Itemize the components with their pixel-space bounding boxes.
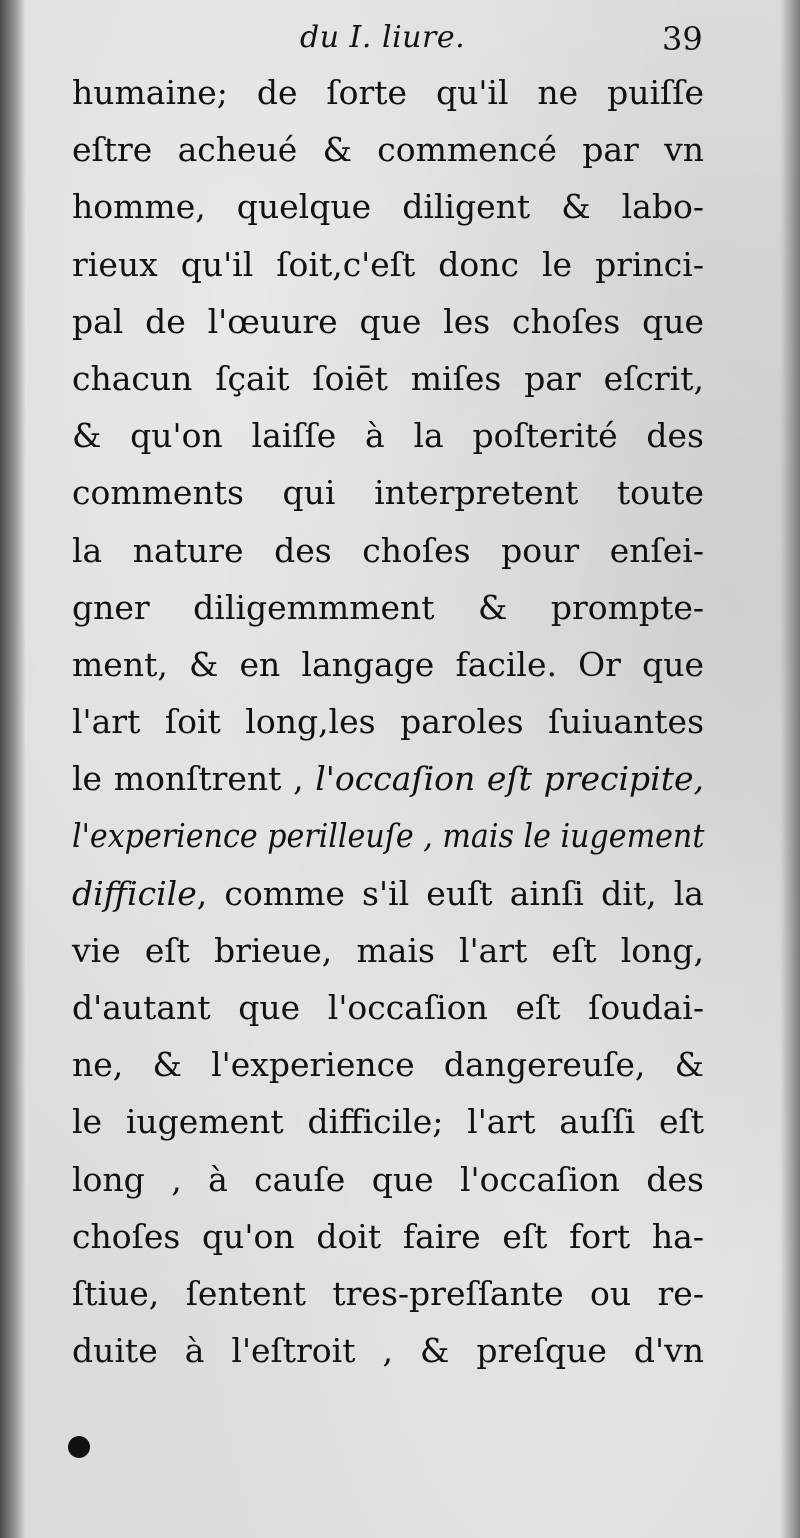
text-line: gner diligemmment & prompte- bbox=[72, 587, 704, 627]
page-gutter-shadow bbox=[0, 0, 26, 1538]
text-line: l'art ſoit long,les paroles ſuiuantes bbox=[72, 702, 704, 742]
page-number: 39 bbox=[662, 20, 703, 58]
text-line: la nature des choſes pour enſei- bbox=[72, 530, 704, 570]
text-line: homme, quelque diligent & labo- bbox=[72, 187, 704, 227]
text-line: duite à l'eſtroit , & preſque d'vn bbox=[72, 1331, 704, 1371]
running-head: du I. liure. bbox=[300, 20, 466, 55]
text-line: ne, & l'experience dangereuſe, & bbox=[72, 1045, 704, 1085]
text-italic-quote: l'occaſion eſt precipite, bbox=[315, 759, 704, 799]
text-line: rieux qu'il ſoit,c'eſt donc le princi- bbox=[72, 244, 704, 284]
body-text bbox=[72, 64, 704, 1379]
text-line: ſtiue, ſentent tres-preſſante ou re- bbox=[72, 1273, 704, 1313]
text-line: ment, & en langage facile. Or que bbox=[72, 644, 704, 684]
text-line: long , à cauſe que l'occaſion des bbox=[72, 1159, 704, 1199]
ink-dot-mark bbox=[68, 1436, 90, 1458]
text-line-mixed bbox=[72, 750, 704, 807]
text-line: humaine; de ſorte qu'il ne puiſſe bbox=[72, 73, 704, 112]
text-line: eſtre acheué & commencé par vn bbox=[72, 130, 704, 170]
text-line: le iugement difficile; l'art auſſi eſt bbox=[72, 1102, 704, 1142]
text-line: d'autant que l'occaſion eſt ſoudai- bbox=[72, 988, 704, 1027]
text-line-italic: l'experience perilleuſe , mais le iugement bbox=[72, 816, 705, 856]
text-line: chacun ſçait ſoiēt miſes par eſcrit, bbox=[72, 358, 704, 398]
text-line: choſes qu'on doit faire eſt fort ha- bbox=[72, 1216, 704, 1256]
text-line: pal de l'œuure que les choſes que bbox=[72, 301, 704, 341]
text-line: & qu'on laiſſe à la poſterité des bbox=[72, 416, 704, 456]
text-line: comments qui interpretent toute bbox=[72, 473, 704, 513]
text-line: vie eſt brieue, mais l'art eſt long, bbox=[72, 930, 704, 970]
text-roman: le monſtrent , bbox=[72, 759, 304, 799]
text-italic-quote: difficile bbox=[72, 873, 197, 913]
page-edge-shadow bbox=[780, 0, 800, 1538]
text-roman: , comme s'il euſt ainſi dit, la bbox=[196, 873, 704, 913]
text-line-mixed bbox=[72, 865, 704, 922]
